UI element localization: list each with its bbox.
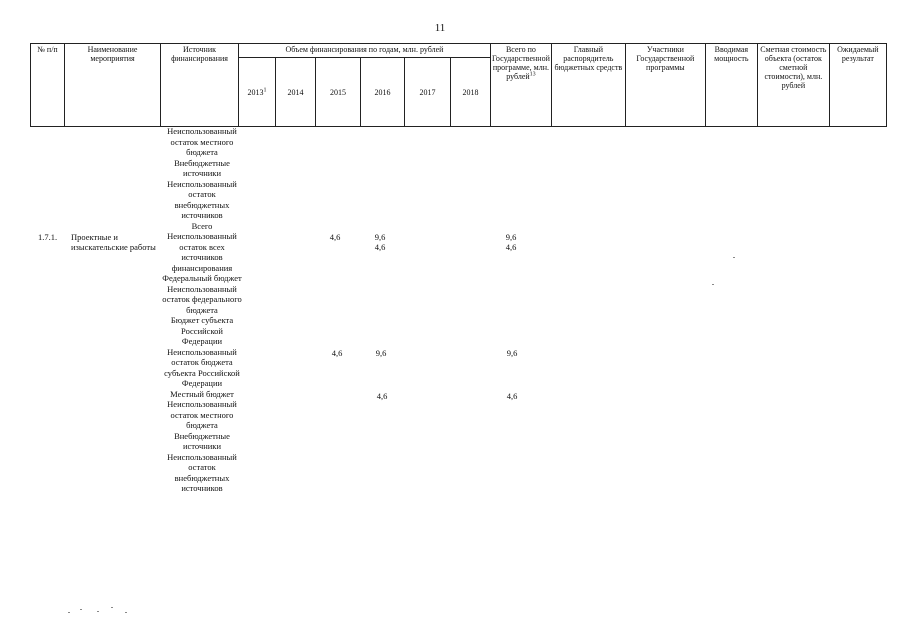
header-num: № п/п	[31, 44, 65, 127]
value-unused-2016: 4,6	[374, 242, 386, 252]
header-year-2016: 2016	[361, 58, 405, 127]
header-year-2014: 2014	[276, 58, 316, 127]
source-local: Местный бюджет	[170, 388, 234, 399]
scan-speck	[712, 284, 714, 285]
table-header	[30, 43, 887, 127]
header-capacity: Вводимая мощность	[705, 44, 757, 127]
source-offbudget-2: Внебюджетные источники	[174, 430, 230, 451]
source-unused-all: Неиспользованный остаток всех источников финансирования	[167, 231, 237, 273]
value-subject-sum: 9,6	[506, 348, 518, 358]
header-participants: Участники Государственной программы	[625, 44, 705, 127]
header-name: Наименование мероприятия	[65, 44, 161, 127]
header-year-2017: 2017	[405, 58, 451, 127]
item-name: Проектные и изыскательские работы	[71, 232, 156, 252]
value-subject-unused-sum: 4,6	[506, 391, 518, 401]
source-unused-local: Неиспользованный остаток местного бюджета	[167, 126, 237, 157]
page-number: 11	[434, 22, 446, 34]
source-unused-subject: Неиспользованный остаток бюджета субъекта Российской Федерации	[164, 346, 240, 388]
source-unused-offbudget: Неиспользованный остаток внебюджетных источников	[167, 178, 237, 220]
header-volume: Объем финансирования по годам, млн. рублей	[239, 44, 491, 58]
header-estimate: Сметная стоимость объекта (остаток сметной стоимости), млн. рублей	[757, 44, 829, 127]
scan-speck	[733, 257, 735, 258]
value-total-2016: 9,6	[374, 232, 386, 242]
header-result: Ожидаемый результат	[829, 44, 886, 127]
header-year-2015: 2015	[316, 58, 361, 127]
source-subject: Бюджет субъекта Российской Федерации	[170, 315, 234, 346]
value-subject-unused-2016: 4,6	[376, 391, 388, 401]
source-offbudget: Внебюджетные источники	[174, 157, 230, 178]
scan-speck	[111, 607, 113, 608]
scan-speck	[80, 609, 82, 610]
value-total-sum: 9,6	[505, 232, 517, 242]
value-subject-2015: 4,6	[331, 348, 343, 358]
source-column	[160, 126, 244, 494]
header-year-2018: 2018	[451, 58, 491, 127]
item-number: 1.7.1.	[38, 232, 58, 242]
source-total: Всего	[191, 220, 213, 231]
scan-speck	[68, 612, 70, 613]
source-federal: Федеральный бюджет	[162, 273, 242, 283]
header-source: Источник финансирования	[161, 44, 239, 127]
header-total: Всего по Государственной программе, млн. рублей$^{13}$	[491, 44, 552, 127]
source-unused-federal: Неиспользованный остаток федерального бюджета	[162, 283, 242, 315]
value-unused-sum: 4,6	[505, 242, 517, 252]
source-unused-local-2: Неиспользованный остаток местного бюджета	[167, 399, 237, 430]
scan-speck	[125, 612, 127, 613]
header-year-2013: 2013$^1$	[239, 58, 276, 127]
source-unused-offbudget-2: Неиспользованный остаток внебюджетных источников	[167, 451, 237, 493]
value-total-2015: 4,6	[329, 232, 341, 242]
scan-speck	[97, 611, 99, 612]
header-admin: Главный распорядитель бюджетных средств	[551, 44, 625, 127]
value-subject-2016: 9,6	[375, 348, 387, 358]
